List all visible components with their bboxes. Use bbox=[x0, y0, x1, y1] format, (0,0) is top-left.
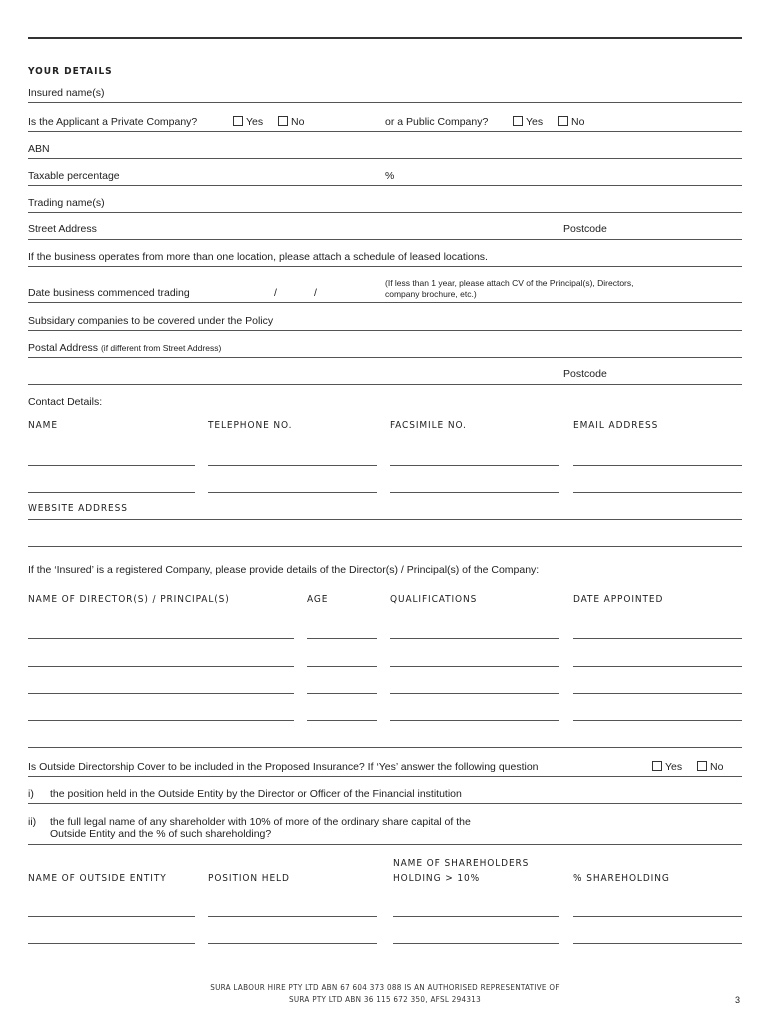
date-commenced-field[interactable] bbox=[28, 302, 742, 303]
insured-names-field[interactable] bbox=[28, 102, 742, 103]
contact-header-email: EMAIL ADDRESS bbox=[573, 420, 659, 431]
section-heading-your-details: YOUR DETAILS bbox=[28, 66, 113, 77]
postal-postcode-field[interactable] bbox=[28, 384, 742, 385]
director-qualifications-field-4[interactable] bbox=[390, 720, 559, 721]
entity-field-1[interactable] bbox=[28, 916, 195, 917]
postal-address-text: Postal Address bbox=[28, 342, 99, 354]
page-number: 3 bbox=[735, 995, 741, 1005]
question-ii-text-line1: the full legal name of any shareholder with 10% of more of the ordinary share capital of the bbox=[50, 816, 471, 828]
date-slash-1: / bbox=[274, 287, 277, 299]
trading-names-label: Trading name(s) bbox=[28, 197, 105, 209]
contact-header-name: NAME bbox=[28, 420, 58, 431]
director-name-field-3[interactable] bbox=[28, 693, 294, 694]
private-company-question: Is the Applicant a Private Company? bbox=[28, 116, 198, 128]
shareholder-header-position: POSITION HELD bbox=[208, 873, 290, 884]
directors-intro: If the ‘Insured’ is a registered Company, please provide details of the Director(s) / Principal(s) of the Company: bbox=[28, 564, 540, 576]
public-yes-label: Yes bbox=[526, 116, 544, 128]
outside-no-checkbox[interactable] bbox=[697, 761, 707, 771]
trading-names-field[interactable] bbox=[28, 212, 742, 213]
date-commenced-label: Date business commenced trading bbox=[28, 287, 190, 299]
shareholder-header-entity: NAME OF OUTSIDE ENTITY bbox=[28, 873, 167, 884]
subsidiary-field[interactable] bbox=[28, 330, 742, 331]
director-qualifications-field-2[interactable] bbox=[390, 666, 559, 667]
cv-note-line1: (If less than 1 year, please attach CV of the Principal(s), Directors, bbox=[385, 278, 634, 288]
outside-yes-label: Yes bbox=[665, 761, 683, 773]
company-type-rule bbox=[28, 131, 742, 132]
public-yes-checkbox[interactable] bbox=[513, 116, 523, 126]
question-ii-text-line2: Outside Entity and the % of such shareholding? bbox=[50, 828, 272, 840]
public-no-checkbox[interactable] bbox=[558, 116, 568, 126]
footer-line2: SURA PTY LTD ABN 36 115 672 350, AFSL 294313 bbox=[288, 995, 482, 1004]
abn-label: ABN bbox=[28, 143, 50, 155]
director-qualifications-field-3[interactable] bbox=[390, 693, 559, 694]
locations-rule bbox=[28, 266, 742, 267]
private-no-checkbox[interactable] bbox=[278, 116, 288, 126]
cv-note-line2: company brochure, etc.) bbox=[385, 289, 477, 299]
director-header-date-appointed: DATE APPOINTED bbox=[573, 594, 664, 605]
taxable-percentage-label: Taxable percentage bbox=[28, 170, 120, 182]
director-age-field-3[interactable] bbox=[307, 693, 377, 694]
public-company-question: or a Public Company? bbox=[385, 116, 489, 128]
position-field-1[interactable] bbox=[208, 916, 377, 917]
shareholder-header-name-line2: HOLDING > 10% bbox=[393, 873, 481, 884]
private-yes-label: Yes bbox=[246, 116, 264, 128]
postcode-label: Postcode bbox=[563, 223, 607, 235]
question-i-field[interactable] bbox=[28, 803, 742, 804]
outside-yes-checkbox[interactable] bbox=[652, 761, 662, 771]
director-age-field-2[interactable] bbox=[307, 666, 377, 667]
outside-no-label: No bbox=[710, 761, 724, 773]
shareholder-header-name-line1: NAME OF SHAREHOLDERS bbox=[393, 858, 530, 869]
director-name-field-2[interactable] bbox=[28, 666, 294, 667]
postal-postcode-label: Postcode bbox=[563, 368, 607, 380]
insured-names-label: Insured name(s) bbox=[28, 87, 105, 99]
contact-header-telephone: TELEPHONE NO. bbox=[208, 420, 293, 431]
shareholder-header-percent: % SHAREHOLDING bbox=[573, 873, 670, 884]
taxable-percentage-field[interactable] bbox=[28, 185, 742, 186]
director-age-field-4[interactable] bbox=[307, 720, 377, 721]
street-address-field[interactable] bbox=[28, 239, 742, 240]
contact-facsimile-field-2[interactable] bbox=[390, 492, 559, 493]
contact-telephone-field-2[interactable] bbox=[208, 492, 377, 493]
contact-email-field-1[interactable] bbox=[573, 465, 742, 466]
entity-field-2[interactable] bbox=[28, 943, 195, 944]
contact-telephone-field-1[interactable] bbox=[208, 465, 377, 466]
shareholding-field-2[interactable] bbox=[573, 943, 742, 944]
director-date-field-4[interactable] bbox=[573, 720, 742, 721]
outside-directorship-question: Is Outside Directorship Cover to be included in the Proposed Insurance? If ‘Yes’ answer the following question bbox=[28, 761, 539, 773]
footer-line1: SURA LABOUR HIRE PTY LTD ABN 67 604 373 088 IS AN AUTHORISED REPRESENTATIVE OF bbox=[210, 983, 560, 992]
shareholder-name-field-2[interactable] bbox=[393, 943, 559, 944]
private-no-label: No bbox=[291, 116, 305, 128]
contact-name-field-1[interactable] bbox=[28, 465, 195, 466]
question-i-number: i) bbox=[28, 788, 34, 800]
percent-sign: % bbox=[385, 170, 395, 182]
director-date-field-3[interactable] bbox=[573, 693, 742, 694]
directors-end-rule bbox=[28, 747, 742, 748]
outside-question-rule bbox=[28, 776, 742, 777]
contact-name-field-2[interactable] bbox=[28, 492, 195, 493]
postal-address-note: (if different from Street Address) bbox=[100, 343, 222, 353]
abn-field[interactable] bbox=[28, 158, 742, 159]
director-date-field-1[interactable] bbox=[573, 638, 742, 639]
director-name-field-1[interactable] bbox=[28, 638, 294, 639]
contact-email-field-2[interactable] bbox=[573, 492, 742, 493]
director-date-field-2[interactable] bbox=[573, 666, 742, 667]
director-header-age: AGE bbox=[307, 594, 329, 605]
director-header-name: NAME OF DIRECTOR(S) / PRINCIPAL(S) bbox=[28, 594, 230, 605]
director-qualifications-field-1[interactable] bbox=[390, 638, 559, 639]
postal-address-label bbox=[28, 342, 221, 354]
street-address-label: Street Address bbox=[28, 223, 97, 235]
question-i-text: the position held in the Outside Entity by the Director or Officer of the Financial institution bbox=[50, 788, 462, 800]
subsidiary-label: Subsidary companies to be covered under the Policy bbox=[28, 315, 274, 327]
director-header-qualifications: QUALIFICATIONS bbox=[390, 594, 478, 605]
contact-details-label: Contact Details: bbox=[28, 396, 103, 408]
website-address-label: WEBSITE ADDRESS bbox=[28, 503, 128, 514]
multiple-locations-note: If the business operates from more than one location, please attach a schedule of leased locations. bbox=[28, 251, 488, 263]
website-address-field-2[interactable] bbox=[28, 546, 742, 547]
question-ii-rule bbox=[28, 844, 742, 845]
public-no-label: No bbox=[571, 116, 585, 128]
shareholding-field-1[interactable] bbox=[573, 916, 742, 917]
date-slash-2: / bbox=[314, 287, 317, 299]
shareholder-name-field-1[interactable] bbox=[393, 916, 559, 917]
contact-header-facsimile: FACSIMILE NO. bbox=[390, 420, 467, 431]
director-name-field-4[interactable] bbox=[28, 720, 294, 721]
website-address-field[interactable] bbox=[28, 519, 742, 520]
position-field-2[interactable] bbox=[208, 943, 377, 944]
director-age-field-1[interactable] bbox=[307, 638, 377, 639]
postal-address-field[interactable] bbox=[28, 357, 742, 358]
contact-facsimile-field-1[interactable] bbox=[390, 465, 559, 466]
question-ii-number: ii) bbox=[28, 816, 37, 828]
private-yes-checkbox[interactable] bbox=[233, 116, 243, 126]
top-rule bbox=[28, 37, 742, 39]
